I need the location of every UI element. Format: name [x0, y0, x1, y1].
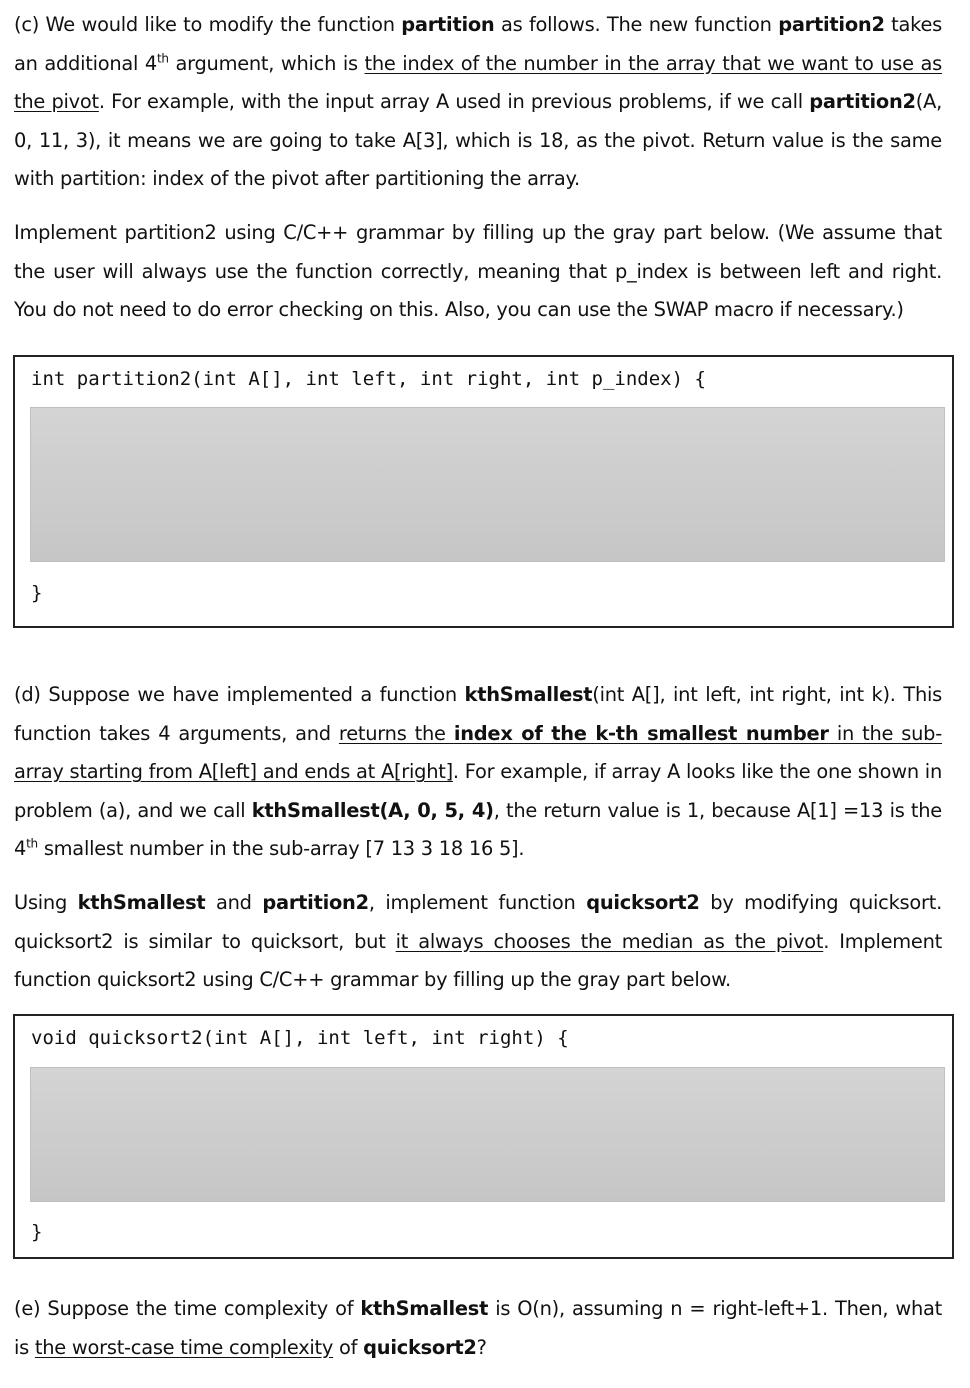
function-name-quicksort2: quicksort2: [586, 891, 700, 914]
partition2-closing-brace: }: [31, 582, 43, 604]
pivot-index-definition: the index of the number in the array that we want to use as the pivot: [14, 51, 943, 114]
return-value-definition: returns the index of the k-th smallest number in the sub-array starting from A[left] and ends at A[right]: [14, 721, 942, 784]
function-call-kthsmallest: kthSmallest(A, 0, 5, 4): [251, 798, 494, 822]
quicksort2-code-box: [13, 1014, 954, 1259]
function-name-partition: partition: [401, 13, 495, 36]
part-c-intro-paragraph: (c) We would like to modify the function partition as follows. The new function partition2 takes an additional 4th argument, which is the index of the number in the array that we want to use as the pivot. For example, with the input array A used in previous problems, if we call partition2(A, 0, 11, 3), it means we are going to take A[3], which is 18, as the pivot. Return value is the same with partition: index of the pivot after partitioning the array.: [14, 13, 943, 191]
function-name-partition2: partition2: [778, 13, 885, 36]
function-name-kthsmallest: kthSmallest: [464, 683, 593, 706]
partition2-answer-area[interactable]: [30, 407, 945, 562]
part-c-instructions-paragraph: Implement partition2 using C/C++ grammar by filling up the gray part below. (We assume that the user will always use the function correctly, meaning that p_index is between left and right. You do not need to do error checking on this. Also, you can use the SWAP macro if necessary.): [14, 221, 942, 322]
partition2-signature: int partition2(int A[], int left, int right, int p_index) {: [31, 368, 706, 390]
function-call-partition2: partition2: [809, 90, 916, 114]
quicksort2-closing-brace: }: [31, 1221, 43, 1243]
quicksort2-answer-area[interactable]: [30, 1067, 945, 1202]
part-d-intro-paragraph: (d) Suppose we have implemented a function kthSmallest(int A[], int left, int right, int k). This function takes 4 arguments, and returns the index of the k-th smallest number in the sub-array starting from A[left] and ends at A[right]. For example, if array A looks like the one shown in problem (a), and we call kthSmallest(A, 0, 5, 4), the return value is 1, because A[1] =13 is the 4th smallest number in the sub-array [7 13 3 18 16 5].: [14, 683, 942, 861]
part-d-instructions-paragraph: Using kthSmallest and partition2, implement function quicksort2 by modifying quicksort. quicksort2 is similar to quicksort, but it always chooses the median as the pivot. Implement function quicksort2 using C/C++ grammar by filling up the gray part below.: [14, 891, 943, 992]
partition2-code-box: [13, 355, 954, 628]
median-pivot-note: it always chooses the median as the pivot: [395, 929, 824, 953]
quicksort2-signature: void quicksort2(int A[], int left, int right) {: [31, 1027, 569, 1049]
worst-case-complexity-phrase: the worst-case time complexity: [34, 1335, 334, 1359]
part-e-question-paragraph: (e) Suppose the time complexity of kthSmallest is O(n), assuming n = right-left+1. Then, what is the worst-case time complexity of quicksort2?: [14, 1297, 942, 1359]
